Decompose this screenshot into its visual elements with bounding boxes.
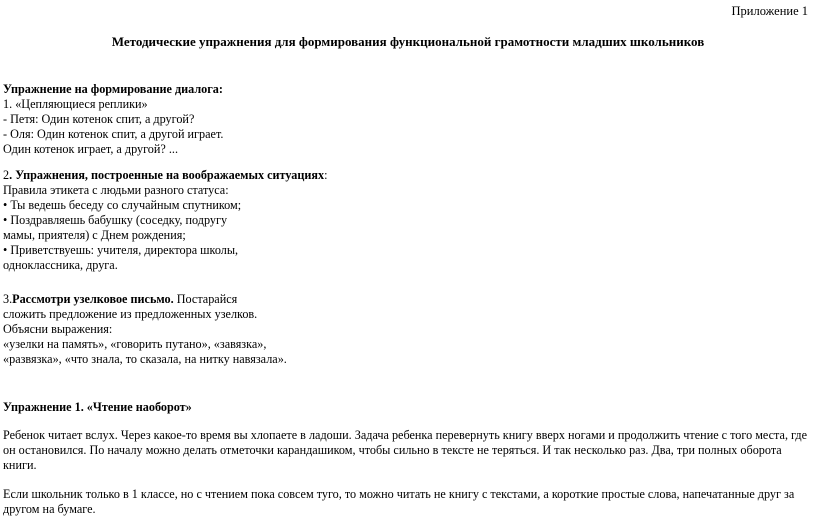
exercise-imaginary-colon: :: [324, 168, 328, 182]
exercise-knot-heading-line: [3, 292, 287, 307]
exercise-knot-line: сложить предложение из предложенных узелков.: [3, 307, 258, 321]
exercise-reading-reverse-heading: Упражнение 1. «Чтение наоборот»: [3, 400, 192, 414]
exercise-reading-reverse-paragraph-2: Если школьник только в 1 классе, но с чтением пока совсем туго, то можно читать не книгу с текстами, а короткие простые слова, напечатанные друг за другом на бумаге.: [3, 487, 795, 516]
page-title: Методические упражнения для формирования функциональной грамотности младших школьников: [111, 34, 705, 49]
exercise-knot-heading: Рассмотри узелковое письмо.: [12, 292, 174, 306]
exercise-imaginary-situations: [3, 168, 328, 273]
exercise-imaginary-heading-line: [3, 168, 328, 183]
exercise-imaginary-line: • Ты ведешь беседу со случайным спутником;: [3, 198, 242, 212]
exercise-imaginary-heading: . Упражнения, построенные на воображаемых ситуациях: [9, 168, 325, 182]
exercise-imaginary-line: одноклассника, друга.: [3, 258, 118, 272]
exercise-imaginary-number: 2: [3, 168, 10, 182]
exercise-imaginary-line: • Приветствуешь: учителя, директора школы,: [3, 243, 239, 257]
exercise-dialogue-heading: Упражнение на формирование диалога:: [3, 82, 223, 96]
exercise-dialogue-line: - Оля: Один котенок спит, а другой играет.: [3, 127, 224, 141]
exercise-knot-line: «узелки на память», «говорить путано», «завязка»,: [3, 337, 267, 351]
exercise-dialogue-line: - Петя: Один котенок спит, а другой?: [3, 112, 195, 126]
appendix-label: Приложение 1: [731, 4, 808, 18]
exercise-knot-line: Объясни выражения:: [3, 322, 113, 336]
exercise-imaginary-line: • Поздравляешь бабушку (соседку, подругу: [3, 213, 228, 227]
exercise-imaginary-line: Правила этикета с людьми разного статуса:: [3, 183, 229, 197]
exercise-dialogue-line: 1. «Цепляющиеся реплики»: [3, 97, 148, 111]
exercise-dialogue-line: Один котенок играет, а другой? ...: [3, 142, 179, 156]
exercise-reading-reverse-paragraph-1: Ребенок читает вслух. Через какое-то время вы хлопаете в ладоши. Задача ребенка перевернуть книгу вверх ногами и продолжить чтение с того места, где он остановился. По началу можно делать отметочки карандашиком, чтобы сильно в тексте не теряться. И так несколько раз. Два, три полных оборота книги.: [3, 428, 808, 472]
exercise-knot-heading-rest: Постарайся: [173, 292, 238, 306]
exercise-knot-number: 3.: [3, 292, 13, 306]
exercise-knot-letter: [3, 292, 287, 367]
exercise-knot-line: «развязка», «что знала, то сказала, на нитку навязала».: [3, 352, 287, 366]
exercise-dialogue: [3, 82, 223, 157]
exercise-imaginary-line: мамы, приятеля) с Днем рождения;: [3, 228, 186, 242]
